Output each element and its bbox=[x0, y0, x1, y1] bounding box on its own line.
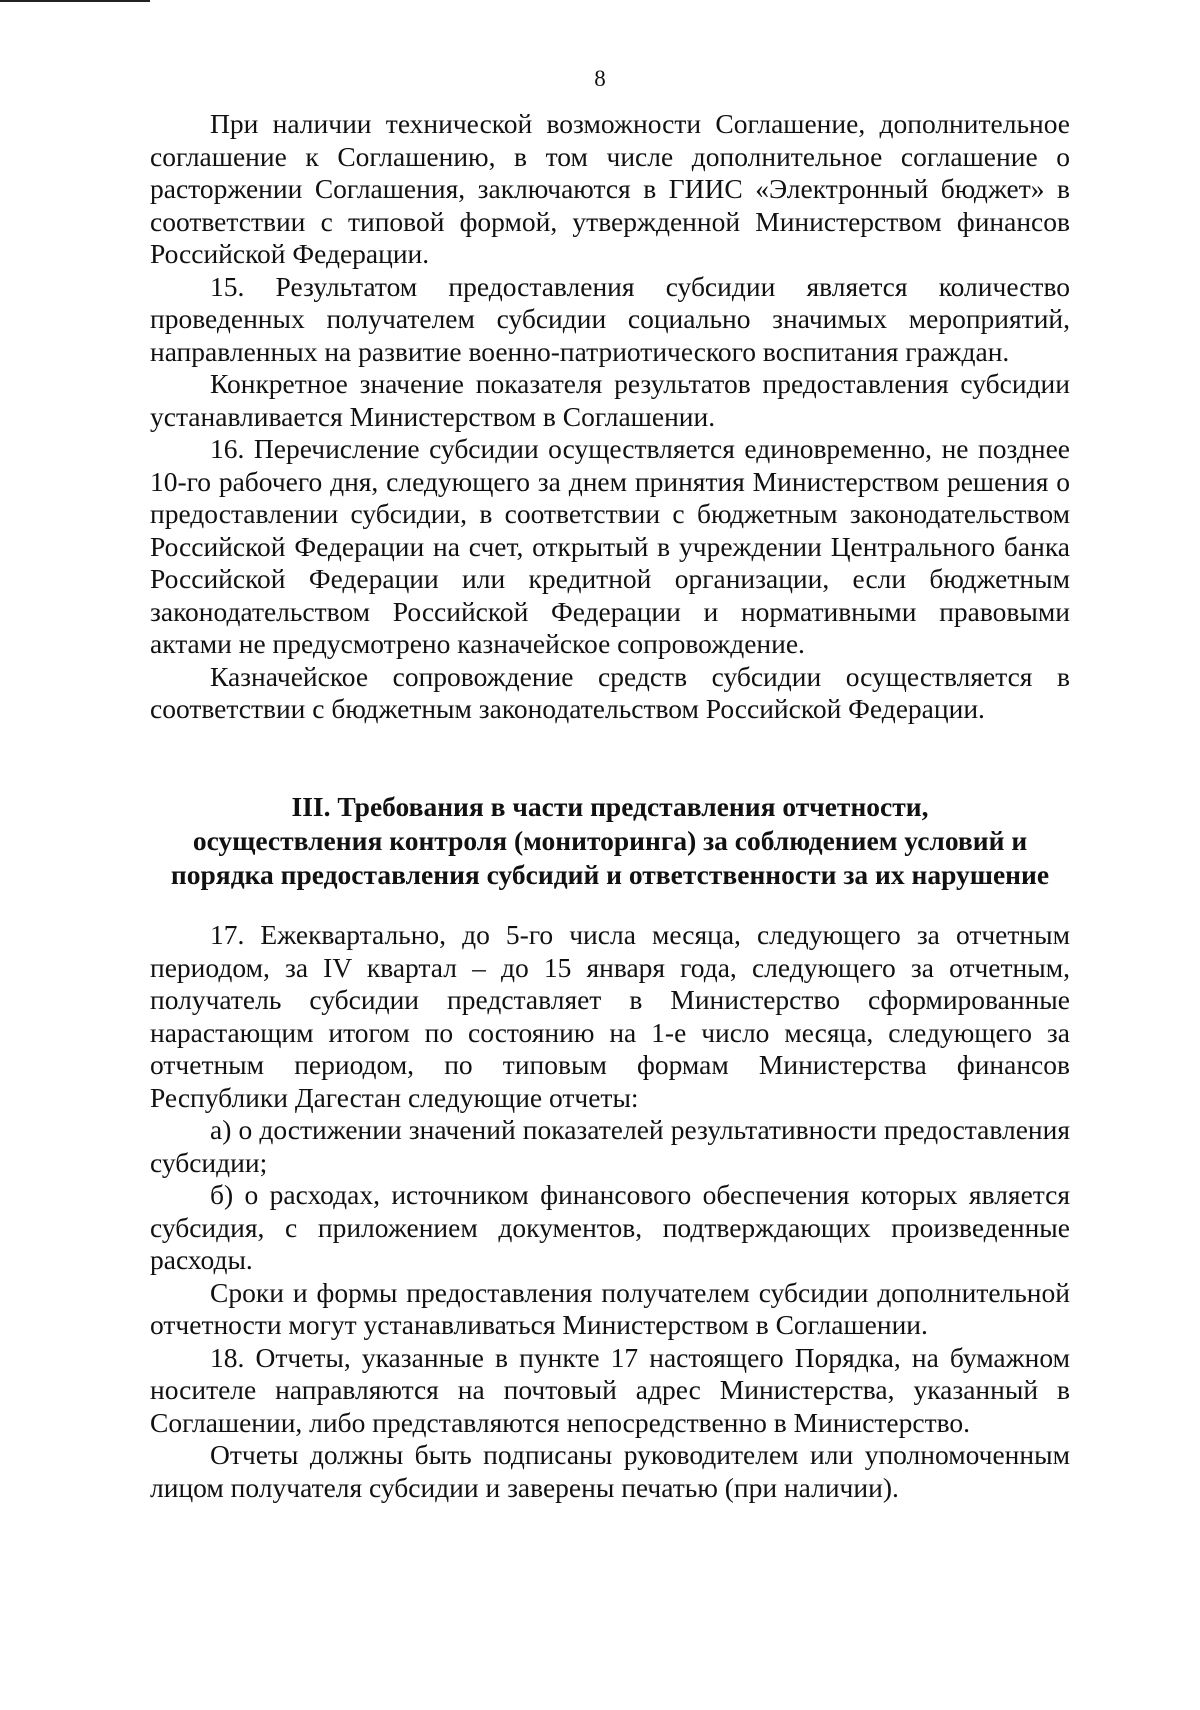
paragraph-17a: а) о достижении значений показателей результативности предоставления субсидии; bbox=[150, 1114, 1070, 1178]
text-block-bottom bbox=[150, 919, 1070, 1504]
paragraph-16: 16. Перечисление субсидии осуществляется единовременно, не позднее 10-го рабочего дня, следующего за днем принятия Министерством решения о предоставлении субсидии, в соответствии с бюджетным законодательством Российской Федерации на счет, открытый в учреждении Центрального банка Российской Федерации или кредитной организации, если бюджетным законодательством Российской Федерации и нормативными правовыми актами не предусмотрено казначейское сопровождение. bbox=[150, 433, 1070, 659]
section-heading bbox=[150, 790, 1070, 892]
paragraph-18: 18. Отчеты, указанные в пункте 17 настоящего Порядка, на бумажном носителе направляются на почтовый адрес Министерства, указанный в Соглашении, либо представляются непосредственно в Министерство. bbox=[150, 1341, 1070, 1438]
paragraph-15: 15. Результатом предоставления субсидии является количество проведенных получателем субсидии социально значимых мероприятий, направленных на развитие военно-патриотического воспитания граждан. bbox=[150, 270, 1070, 367]
section-heading-line: III. Требования в части представления отчетности, bbox=[291, 791, 929, 822]
paragraph-additional-reporting: Сроки и формы предоставления получателем субсидии дополнительной отчетности могут устанавливаться Министерством в Соглашении. bbox=[150, 1276, 1070, 1340]
paragraph-17: 17. Ежеквартально, до 5-го числа месяца, следующего за отчетным периодом, за IV квартал – до 15 января года, следующего за отчетным, получатель субсидии представляет в Министерство сформированные нарастающим итогом по состоянию на 1-е число месяца, следующего за отчетным периодом, по типовым формам Министерства финансов Республики Дагестан следующие отчеты: bbox=[150, 919, 1070, 1113]
text-block-top bbox=[150, 108, 1070, 726]
paragraph-agreement: При наличии технической возможности Соглашение, дополнительное соглашение к Соглашению, в том числе дополнительное соглашение о расторжении Соглашения, заключаются в ГИИС «Электронный бюджет» в соответствии с типовой формой, утвержденной Министерством финансов Российской Федерации. bbox=[150, 108, 1070, 269]
paragraph-treasury-support: Казначейское сопровождение средств субсидии осуществляется в соответствии с бюджетным законодательством Российской Федерации. bbox=[150, 660, 1070, 724]
paragraph-signatures: Отчеты должны быть подписаны руководителем или уполномоченным лицом получателя субсидии и заверены печатью (при наличии). bbox=[150, 1439, 1070, 1503]
page-number: 8 bbox=[594, 66, 606, 91]
section-heading-line: осуществления контроля (мониторинга) за соблюдением условий и bbox=[192, 825, 1028, 856]
scan-edge-line bbox=[0, 0, 150, 2]
paragraph-indicator-value: Конкретное значение показателя результатов предоставления субсидии устанавливается Министерством в Соглашении. bbox=[150, 368, 1070, 432]
section-heading-line: порядка предоставления субсидий и ответственности за их нарушение bbox=[170, 859, 1050, 890]
paragraph-17b: б) о расходах, источником финансового обеспечения которых является субсидия, с приложением документов, подтверждающих произведенные расходы. bbox=[150, 1179, 1070, 1275]
